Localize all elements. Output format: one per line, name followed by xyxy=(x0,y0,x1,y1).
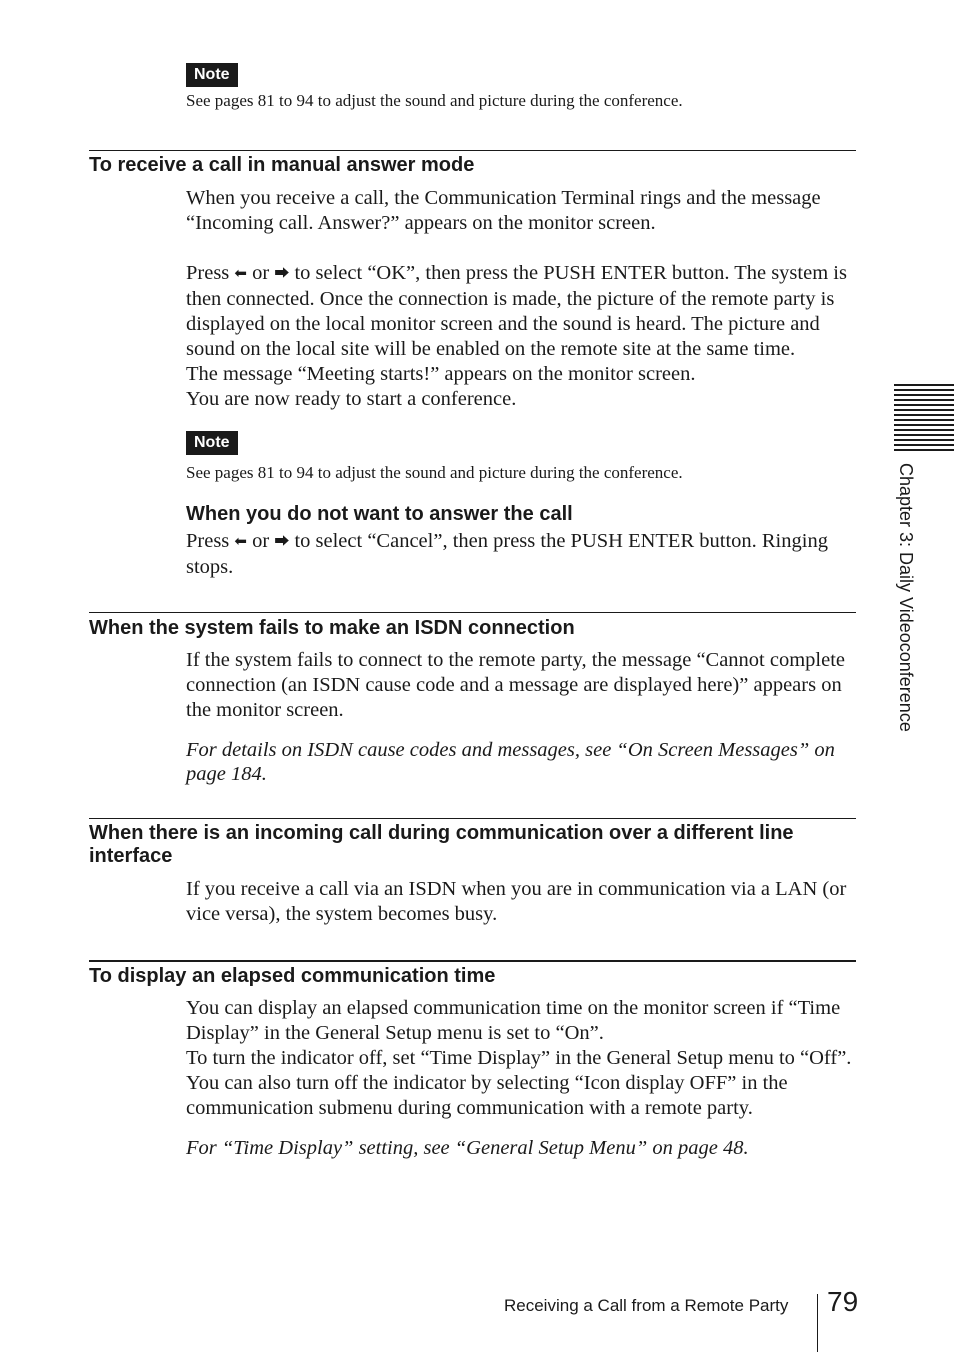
paragraph: To turn the indicator off, set “Time Display” in the General Setup menu to “Off”. You can also turn off the indicator by selecting “Icon display OFF” in the communication submenu during communication with a remote party. xyxy=(186,1047,852,1119)
tab-stripe xyxy=(894,434,954,436)
tab-stripe xyxy=(894,419,954,421)
tab-stripe xyxy=(894,399,954,401)
inline-text: Press xyxy=(186,262,230,284)
inline-text: to select “OK”, then press the PUSH ENTER button. The system is then connected. Once the connection is made, the picture of the remote party is displayed on the local monitor screen and the sound is heard. The picture and sound on the local site will be enabled on the remote site at the same time. xyxy=(186,262,847,360)
inline-text: to select “Cancel”, then press the PUSH ENTER button. Ringing stops. xyxy=(186,530,828,578)
paragraph: You are now ready to start a conference. xyxy=(186,388,517,410)
paragraph: If the system fails to connect to the remote party, the message “Cannot complete connection (an ISDN cause code and a message are displayed here)” appears on the monitor screen. xyxy=(186,649,846,721)
subsection-body-decline xyxy=(186,529,854,580)
section-body-isdn-failure xyxy=(186,648,854,786)
cross-reference: For details on ISDN cause codes and messages, see “On Screen Messages” on page 184. xyxy=(186,739,835,785)
section-body-elapsed-time xyxy=(186,996,854,1161)
paragraph: If you receive a call via an ISDN when you are in communication via a LAN (or vice versa), the system becomes busy. xyxy=(186,878,847,925)
paragraph xyxy=(186,529,854,580)
tab-stripe xyxy=(894,444,954,446)
right-arrow-icon: ⮕ xyxy=(274,534,290,550)
left-arrow-icon: ⬅ xyxy=(234,534,247,550)
section-divider xyxy=(89,960,856,962)
paragraph xyxy=(186,261,854,362)
note-block xyxy=(186,63,238,87)
page-number: 79 xyxy=(827,1286,859,1317)
tab-stripe xyxy=(894,409,954,411)
inline-text: or xyxy=(252,262,270,284)
tab-stripe xyxy=(894,424,954,426)
tab-stripe xyxy=(894,389,954,391)
note-text: See pages 81 to 94 to adjust the sound and picture during the conference. xyxy=(186,463,683,482)
section-divider xyxy=(89,818,856,819)
section-divider xyxy=(89,612,856,613)
section-heading-manual-answer: To receive a call in manual answer mode xyxy=(89,154,475,176)
tab-stripe xyxy=(894,404,954,406)
paragraph: You can display an elapsed communication time on the monitor screen if “Time Display” in the General Setup menu is set to “On”. xyxy=(186,997,841,1044)
note-badge: Note xyxy=(186,63,238,87)
footer-divider xyxy=(817,1294,818,1352)
tab-stripe xyxy=(894,439,954,441)
tab-stripe xyxy=(894,414,954,416)
tab-stripe xyxy=(894,449,954,451)
section-heading-elapsed-time: To display an elapsed communication time xyxy=(89,965,496,987)
cross-reference: For “Time Display” setting, see “General Setup Menu” on page 48. xyxy=(186,1137,749,1159)
tab-stripe xyxy=(894,429,954,431)
section-divider xyxy=(89,150,856,151)
left-arrow-icon: ⬅ xyxy=(234,266,247,282)
footer-title: Receiving a Call from a Remote Party xyxy=(504,1296,789,1315)
tab-stripe xyxy=(894,384,954,386)
paragraph: The message “Meeting starts!” appears on the monitor screen. xyxy=(186,363,696,385)
tab-stripe xyxy=(894,394,954,396)
chapter-label: Chapter 3: Daily Videoconference xyxy=(896,463,916,732)
note-block xyxy=(186,431,238,455)
note-text: See pages 81 to 94 to adjust the sound and picture during the conference. xyxy=(186,91,683,110)
section-body-incoming-call xyxy=(186,877,854,927)
note-badge: Note xyxy=(186,431,238,455)
inline-text: Press xyxy=(186,530,230,552)
paragraph: When you receive a call, the Communication Terminal rings and the message “Incoming call. Answer?” appears on the monitor screen. xyxy=(186,187,821,234)
section-body-manual-answer xyxy=(186,186,854,412)
inline-text: or xyxy=(252,530,270,552)
right-arrow-icon: ⮕ xyxy=(274,266,290,282)
subsection-heading-decline: When you do not want to answer the call xyxy=(186,503,573,525)
chapter-tab-marker xyxy=(894,384,954,454)
section-heading-isdn-failure: When the system fails to make an ISDN connection xyxy=(89,617,575,639)
section-heading-incoming-call: When there is an incoming call during communication over a different line interface xyxy=(89,822,794,867)
